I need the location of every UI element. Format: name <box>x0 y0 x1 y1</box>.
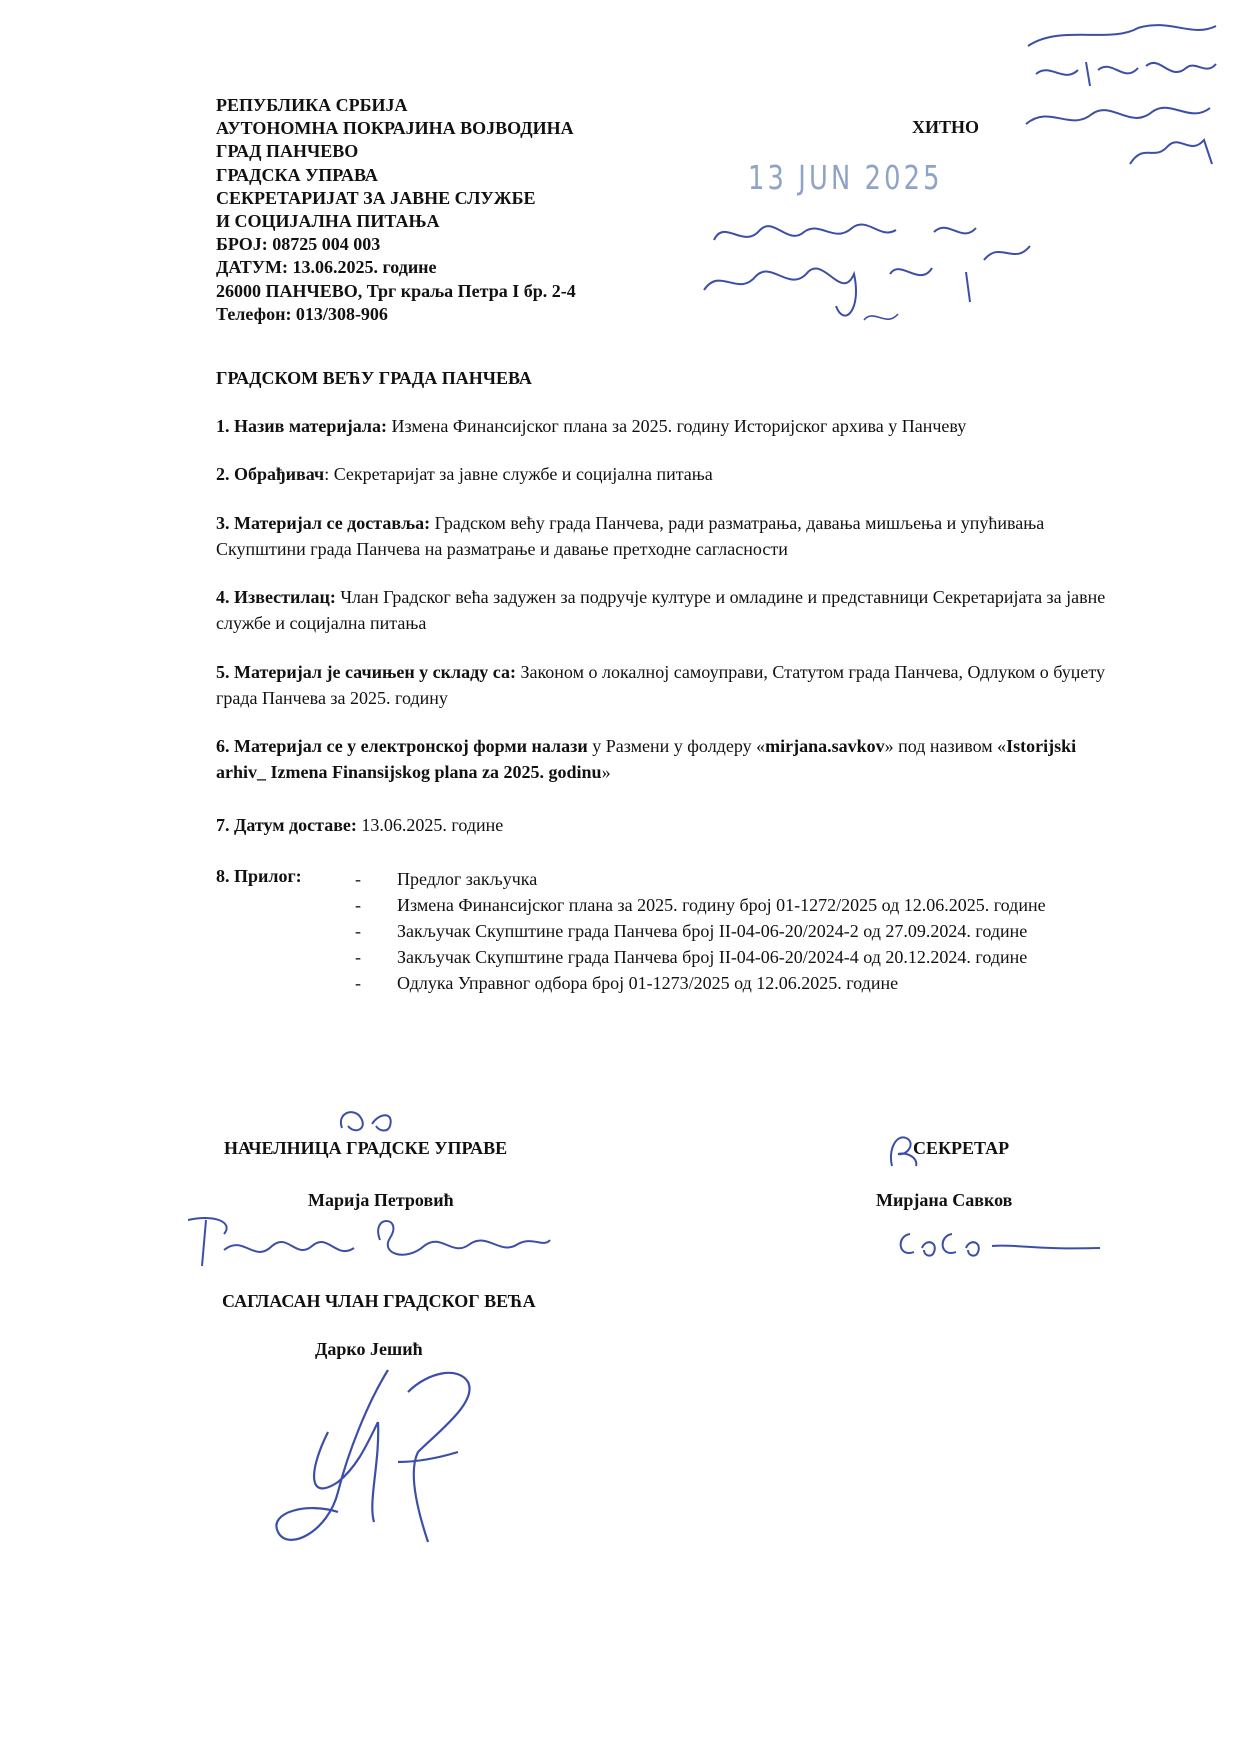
header-line: ГРАД ПАНЧЕВО <box>216 141 359 162</box>
attachment-text: Одлука Управног одбора број 01-1273/2025 од 12.06.2025. године <box>397 973 899 993</box>
attachment-item: - Закључак Скупштине града Панчева број II-04-06-20/2024-2 од 27.09.2024. године <box>355 921 1028 941</box>
initials-handwriting <box>336 1098 406 1138</box>
item-label: 6. Материјал се у електронској форми налази <box>216 736 588 756</box>
attachments-list <box>355 866 1135 996</box>
head-title: НАЧЕЛНИЦА ГРАДСКЕ УПРАВЕ <box>224 1138 508 1158</box>
item-author <box>216 461 1116 487</box>
date-stamp: 13 JUN 2025 <box>748 158 943 197</box>
item-text: Законом о локалној самоуправи, Статутом града Панчева, Одлуком о буџету града Панчева за 2025. годину <box>216 662 1105 708</box>
received-note-handwriting <box>1020 14 1230 164</box>
item-label: 2. Обрађивач <box>216 464 325 484</box>
item-legal-basis <box>216 659 1116 711</box>
item-electronic-location <box>216 733 1116 785</box>
item-delivered-to <box>216 510 1116 562</box>
secretary-title: СЕКРЕТАР <box>913 1138 1010 1158</box>
item-text: Градском већу града Панчева, ради разматрања, давања мишљења и упућивања Скупштини града Панчева на разматрање и давање претходне сагласности <box>216 513 1045 559</box>
attachment-item: - Закључак Скупштине града Панчева број II-04-06-20/2024-4 од 20.12.2024. године <box>355 947 1028 967</box>
item-label: 7. Датум доставе: <box>216 815 357 835</box>
council-title: САГЛАСАН ЧЛАН ГРАДСКОГ ВЕЋА <box>222 1291 536 1311</box>
header-line: 26000 ПАНЧЕВО, Трг краља Петра I бр. 2-4 <box>216 280 576 301</box>
council-name: Дарко Јешић <box>315 1339 423 1359</box>
attachment-text: Закључак Скупштине града Панчева број II-04-06-20/2024-2 од 27.09.2024. године <box>397 921 1028 941</box>
delivery-note-handwriting <box>704 210 1064 340</box>
head-signature <box>184 1210 554 1280</box>
item-label: 1. Назив материјала: <box>216 416 387 436</box>
header-line: СЕКРЕТАРИЈАТ ЗА ЈАВНЕ СЛУЖБЕ <box>216 187 536 208</box>
issuer-header <box>216 94 576 326</box>
item-text: » <box>601 762 611 782</box>
council-signature <box>268 1362 508 1562</box>
file-name: Istorijski arhiv_ Izmena Finansijskog plana za 2025. godinu <box>216 736 1077 782</box>
item-label: 5. Материјал је сачињен у складу са: <box>216 662 516 682</box>
head-name: Марија Петровић <box>308 1190 454 1210</box>
item-material-name <box>216 413 1116 439</box>
attachment-text: Предлог закључка <box>397 869 538 889</box>
header-line: БРОЈ: 08725 004 003 <box>216 234 381 255</box>
header-line: ГРАДСКА УПРАВА <box>216 164 378 185</box>
item-delivery-date <box>216 812 1116 838</box>
item-text: Члан Градског већа задужен за подручје културе и омладине и представници Секретаријата за јавне службе и социјална питања <box>216 587 1106 633</box>
attachment-text: Измена Финансијског плана за 2025. годину број 01-1272/2025 од 12.06.2025. године <box>397 895 1046 915</box>
addressee: ГРАДСКОМ ВЕЋУ ГРАДА ПАНЧЕВА <box>216 368 532 388</box>
attachment-item: - Предлог закључка <box>355 869 538 889</box>
item-text: Измена Финансијског плана за 2025. годину Историјског архива у Панчеву <box>386 416 967 436</box>
header-line: РЕПУБЛИКА СРБИЈА <box>216 95 408 115</box>
header-line: АУТОНОМНА ПОКРАЈИНА ВОЈВОДИНА <box>216 118 574 139</box>
secretary-signature <box>896 1224 1106 1264</box>
item-text: : Секретаријат за јавне службе и социјална питања <box>324 464 713 484</box>
item-label: 3. Материјал се доставља: <box>216 513 431 533</box>
attachment-item: - Одлука Управног одбора број 01-1273/2025 од 12.06.2025. године <box>355 973 899 993</box>
item-text: у Размени у фолдеру « <box>587 736 766 756</box>
item-label: 4. Известилац: <box>216 587 336 607</box>
item-rapporteur <box>216 584 1116 636</box>
header-line: Телефон: 013/308-906 <box>216 303 388 324</box>
secretary-name: Мирјана Савков <box>876 1190 1013 1210</box>
item-text: » под називом « <box>884 736 1007 756</box>
item-text: 13.06.2025. године <box>356 815 504 835</box>
urgent-label: ХИТНО <box>912 117 980 137</box>
folder-name: mirjana.savkov <box>765 736 885 756</box>
attachment-text: Закључак Скупштине града Панчева број II-04-06-20/2024-4 од 20.12.2024. године <box>397 947 1028 967</box>
header-line: И СОЦИЈАЛНА ПИТАЊА <box>216 211 440 232</box>
header-line: ДАТУМ: 13.06.2025. године <box>216 257 437 278</box>
attachment-item: - Измена Финансијског плана за 2025. годину број 01-1272/2025 од 12.06.2025. године <box>355 895 1046 915</box>
attachments-label: 8. Прилог: <box>216 866 302 886</box>
